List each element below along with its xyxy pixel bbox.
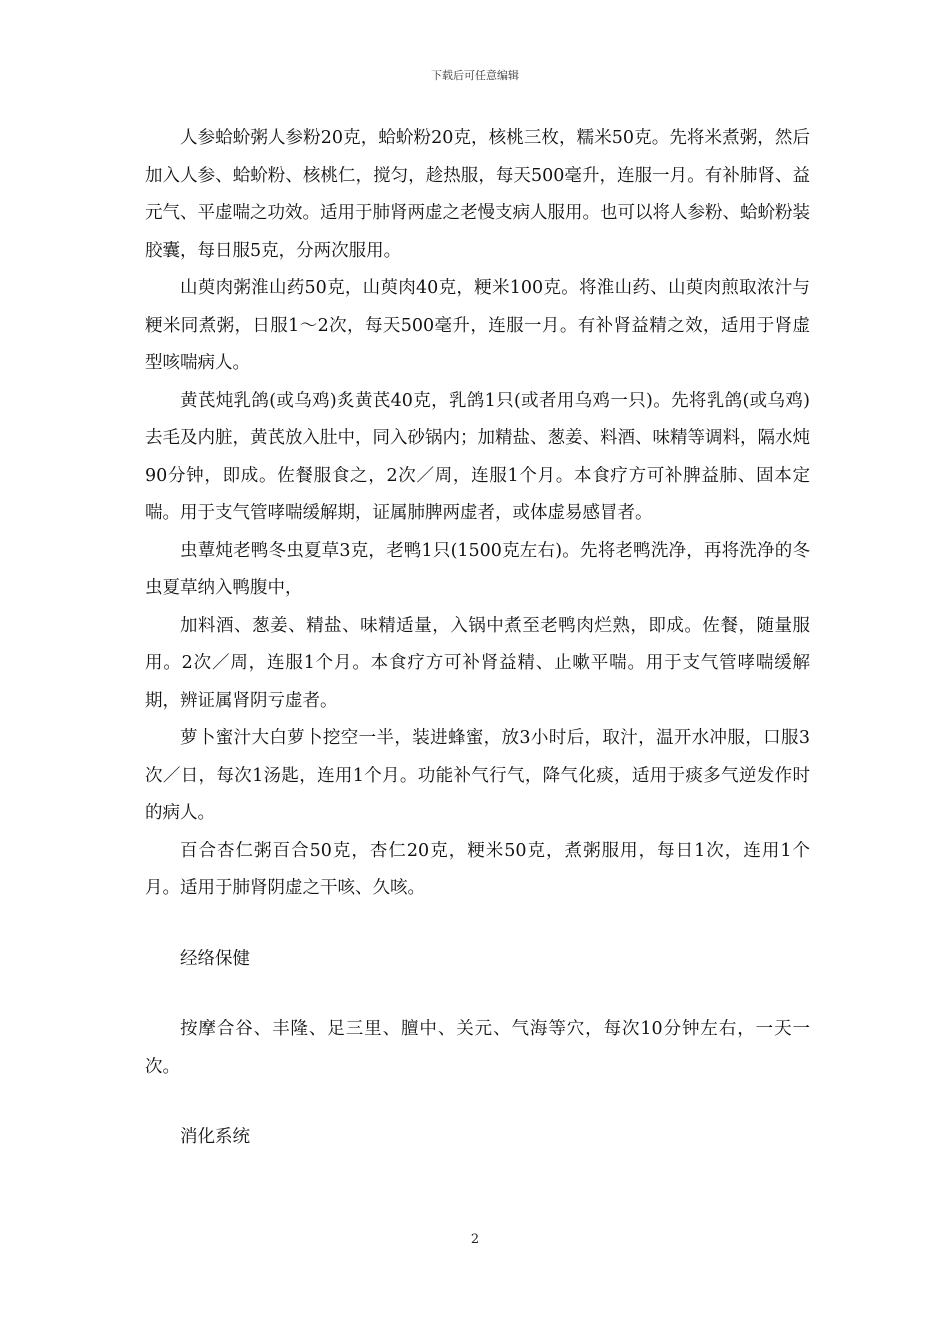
paragraph-astragalus-pigeon: 黄芪炖乳鸽(或乌鸡)炙黄芪40克，乳鸽1只(或者用乌鸡一只)。先将乳鸽(或乌鸡)去毛及内脏，黄芪放入肚中，同入砂锅内；加精盐、葱姜、料酒、味精等调料，隔水炖90分钟，即成。佐餐服食之，2次／周，连服1个月。本食疗方可补脾益肺、固本定喘。用于支气管哮喘缓解期，证属肺脾两虚者，或体虚易感冒者。 (145, 390, 810, 523)
paragraph-cornus-porridge: 山萸肉粥淮山药50克，山萸肉40克，粳米100克。将淮山药、山萸肉煎取浓汁与粳米同煮粥，日服1～2次，每天500毫升，连服一月。有补肾益精之效，适用于肾虚型咳喘病人。 (145, 278, 810, 373)
paragraph-ginseng-gecko-porridge: 人参蛤蚧粥人参粉20克，蛤蚧粉20克，核桃三枚，糯米50克。先将米煮粥，然后加入人参、蛤蚧粉、核桃仁，搅匀，趁热服，每天500毫升，连服一月。有补肺肾、益元气、平虚喘之功效。适用于肺肾两虚之老慢支病人服用。也可以将人参粉、蛤蚧粉装胶囊，每日服5克，分两次服用。 (145, 128, 810, 261)
paragraph-lily-almond-porridge: 百合杏仁粥百合50克，杏仁20克，粳米50克，煮粥服用，每日1次，连用1个月。适用于肺肾阴虚之干咳、久咳。 (145, 840, 810, 898)
paragraph-radish-honey: 萝卜蜜汁大白萝卜挖空一半，装进蜂蜜，放3小时后，取汁，温开水冲服，口服3次／日，每次1汤匙，连用1个月。功能补气行气，降气化痰，适用于痰多气逆发作时的病人。 (145, 728, 810, 823)
page-number: 2 (470, 1232, 480, 1247)
spacer (145, 978, 810, 1011)
paragraph-cordyceps-duck: 虫蕈炖老鸭冬虫夏草3克，老鸭1只(1500克左右)。先将老鸭洗净，再将洗净的冬虫夏草纳入鸭腹中， (145, 540, 810, 598)
paragraph-cordyceps-duck-continued: 加料酒、葱姜、精盐、味精适量，入锅中煮至老鸭肉烂熟，即成。佐餐，随量服用。2次／周，连服1个月。本食疗方可补肾益精、止嗽平喘。用于支气管哮喘缓解期，辨证属肾阴亏虚者。 (145, 615, 810, 711)
paragraph-acupoint-massage: 按摩合谷、丰隆、足三里、膻中、关元、气海等穴，每次10分钟左右，一天一次。 (145, 1019, 810, 1077)
document-body (145, 120, 810, 1157)
spacer (145, 908, 810, 941)
spacer (145, 1086, 810, 1119)
section-heading-digestive: 消化系统 (180, 1127, 250, 1147)
section-heading-meridian: 经络保健 (180, 948, 250, 969)
page-header: 下载后可任意编辑 (431, 69, 519, 82)
